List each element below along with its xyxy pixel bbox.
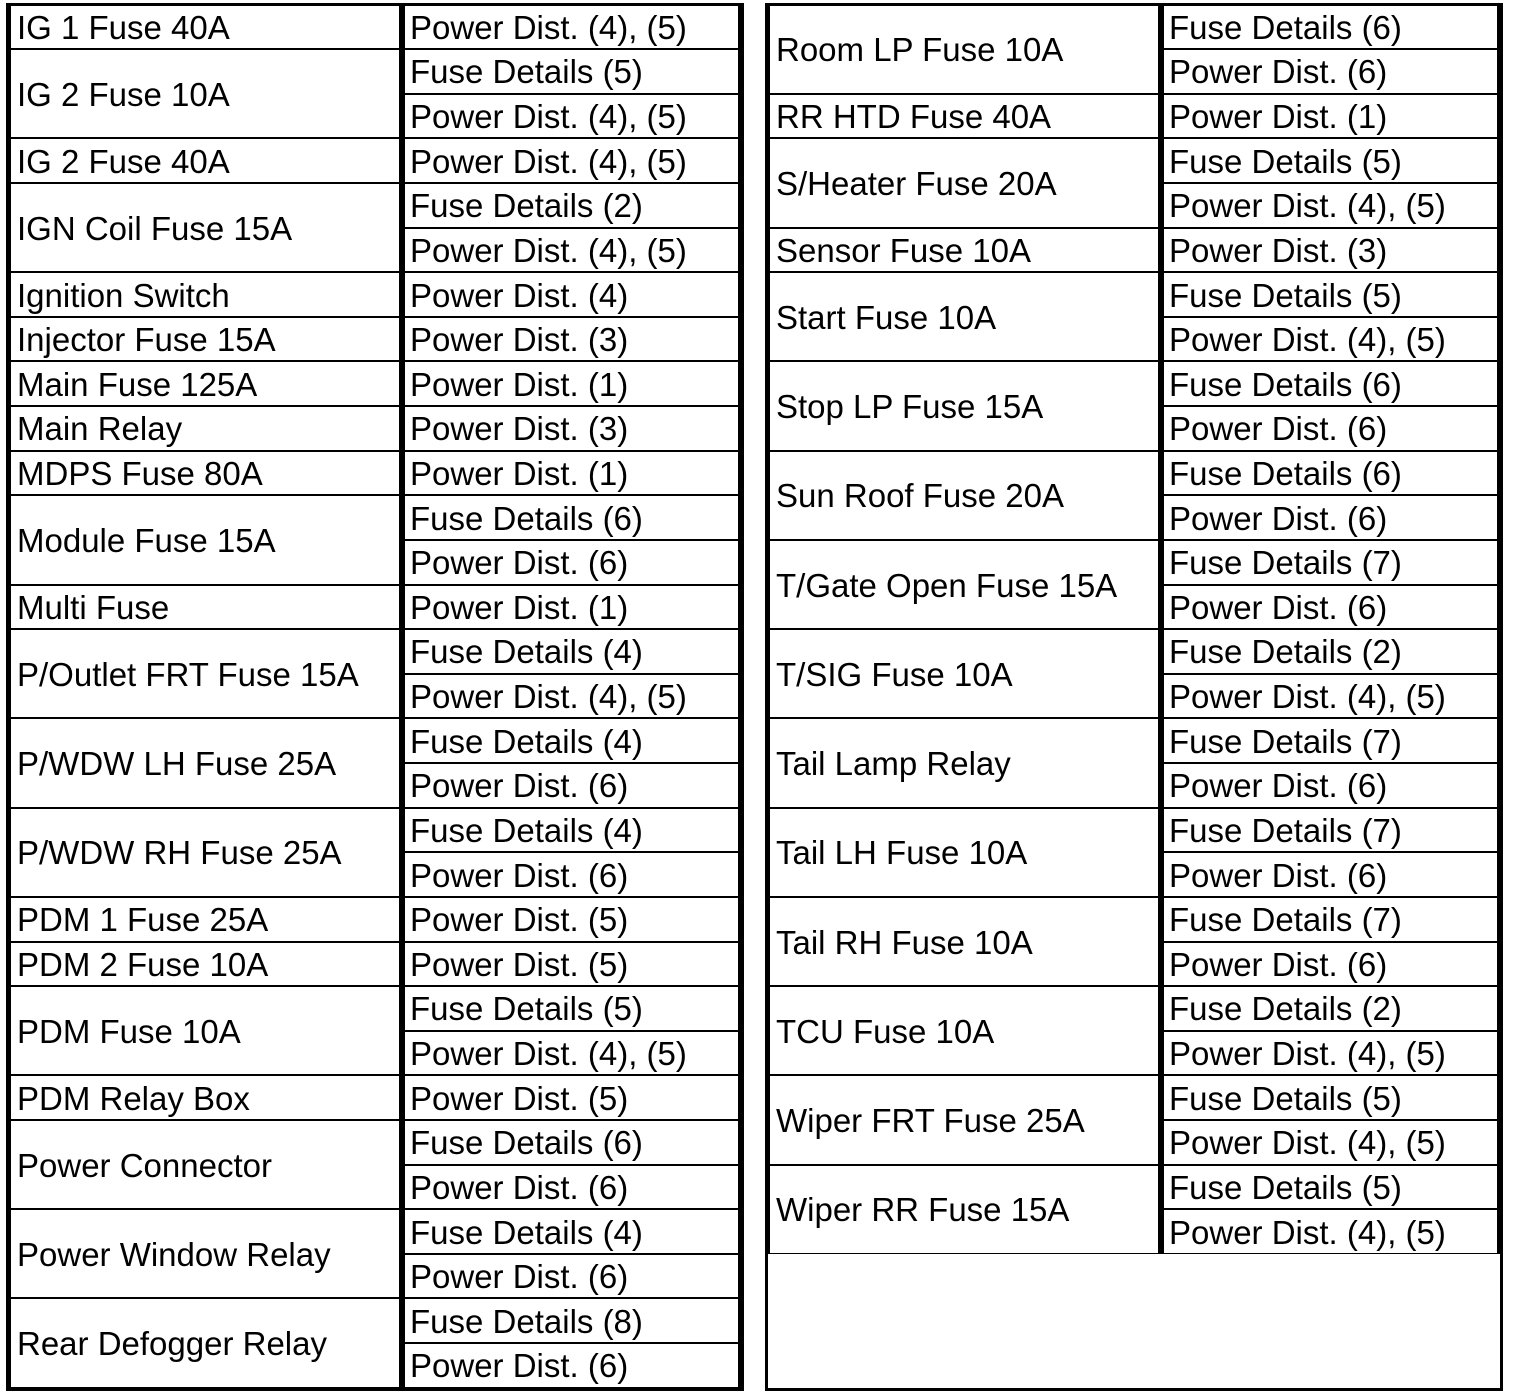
component-name-cell: Wiper FRT Fuse 25A (767, 1075, 1161, 1164)
reference-cell: Power Dist. (6) (1161, 49, 1500, 94)
reference-cell: Power Dist. (3) (402, 406, 741, 451)
reference-cell: Power Dist. (5) (402, 897, 741, 942)
component-name-cell: Power Window Relay (8, 1209, 402, 1298)
reference-cell: Power Dist. (4), (5) (1161, 317, 1500, 362)
reference-cell: Power Dist. (6) (402, 1343, 741, 1388)
reference-cell: Power Dist. (6) (1161, 852, 1500, 897)
reference-cell: Power Dist. (6) (402, 763, 741, 808)
component-name-cell: IGN Coil Fuse 15A (8, 183, 402, 272)
reference-cell: Fuse Details (4) (402, 808, 741, 853)
component-name-cell: Tail Lamp Relay (767, 718, 1161, 807)
reference-cell: Fuse Details (6) (402, 1120, 741, 1165)
reference-cell: Fuse Details (5) (1161, 272, 1500, 317)
reference-cell: Power Dist. (1) (1161, 94, 1500, 139)
reference-cell: Power Dist. (5) (402, 1075, 741, 1120)
reference-cell: Power Dist. (4), (5) (402, 228, 741, 273)
reference-cell: Fuse Details (5) (1161, 1075, 1500, 1120)
reference-cell: Power Dist. (6) (402, 852, 741, 897)
reference-cell: Power Dist. (6) (402, 1254, 741, 1299)
component-name-cell: Main Relay (8, 406, 402, 451)
reference-cell: Fuse Details (6) (1161, 361, 1500, 406)
component-name-cell: Power Connector (8, 1120, 402, 1209)
reference-cell: Power Dist. (4), (5) (1161, 674, 1500, 719)
component-name-cell: T/SIG Fuse 10A (767, 629, 1161, 718)
reference-cell: Power Dist. (4), (5) (1161, 1209, 1500, 1254)
reference-cell: Power Dist. (6) (1161, 495, 1500, 540)
component-name-cell: Sensor Fuse 10A (767, 228, 1161, 273)
reference-cell: Power Dist. (3) (402, 317, 741, 362)
reference-cell: Power Dist. (6) (402, 1165, 741, 1210)
reference-cell: Power Dist. (6) (1161, 406, 1500, 451)
component-name-cell: T/Gate Open Fuse 15A (767, 540, 1161, 629)
reference-cell: Power Dist. (1) (402, 451, 741, 496)
reference-cell: Fuse Details (5) (1161, 1165, 1500, 1210)
component-name-cell: P/WDW RH Fuse 25A (8, 808, 402, 897)
component-name-cell: Injector Fuse 15A (8, 317, 402, 362)
reference-cell: Power Dist. (4), (5) (402, 94, 741, 139)
component-name-cell: Module Fuse 15A (8, 495, 402, 584)
component-name-cell: P/Outlet FRT Fuse 15A (8, 629, 402, 718)
component-name-cell: TCU Fuse 10A (767, 986, 1161, 1075)
reference-cell: Fuse Details (6) (1161, 451, 1500, 496)
reference-cell: Power Dist. (4), (5) (1161, 1031, 1500, 1076)
reference-cell: Power Dist. (6) (402, 540, 741, 585)
component-name-cell: IG 2 Fuse 40A (8, 138, 402, 183)
reference-cell: Fuse Details (7) (1161, 540, 1500, 585)
component-name-cell: Wiper RR Fuse 15A (767, 1165, 1161, 1254)
reference-cell: Fuse Details (6) (402, 495, 741, 540)
component-name-cell: MDPS Fuse 80A (8, 451, 402, 496)
reference-cell: Power Dist. (4), (5) (402, 5, 741, 50)
reference-cell: Power Dist. (4), (5) (402, 1031, 741, 1076)
component-name-cell: PDM Fuse 10A (8, 986, 402, 1075)
reference-cell: Power Dist. (4) (402, 272, 741, 317)
reference-cell: Fuse Details (6) (1161, 5, 1500, 50)
component-name-cell: Tail RH Fuse 10A (767, 897, 1161, 986)
reference-cell: Fuse Details (8) (402, 1298, 741, 1343)
reference-cell: Power Dist. (1) (402, 361, 741, 406)
reference-cell: Fuse Details (5) (402, 986, 741, 1031)
component-name-cell: IG 2 Fuse 10A (8, 49, 402, 138)
reference-cell: Power Dist. (6) (1161, 942, 1500, 987)
reference-cell: Fuse Details (7) (1161, 718, 1500, 763)
reference-cell: Power Dist. (4), (5) (402, 138, 741, 183)
component-name-cell: S/Heater Fuse 20A (767, 138, 1161, 227)
component-name-cell: PDM 2 Fuse 10A (8, 942, 402, 987)
reference-cell: Power Dist. (3) (1161, 228, 1500, 273)
reference-cell: Power Dist. (6) (1161, 763, 1500, 808)
reference-cell: Power Dist. (6) (1161, 585, 1500, 630)
reference-cell: Fuse Details (2) (1161, 986, 1500, 1031)
component-name-cell: PDM Relay Box (8, 1075, 402, 1120)
reference-cell: Fuse Details (5) (1161, 138, 1500, 183)
reference-cell: Fuse Details (7) (1161, 808, 1500, 853)
reference-cell: Fuse Details (5) (402, 49, 741, 94)
component-name-cell: Rear Defogger Relay (8, 1298, 402, 1387)
reference-cell: Fuse Details (4) (402, 718, 741, 763)
component-name-cell: Ignition Switch (8, 272, 402, 317)
reference-cell: Fuse Details (2) (402, 183, 741, 228)
component-name-cell: Stop LP Fuse 15A (767, 361, 1161, 450)
component-name-cell: Room LP Fuse 10A (767, 5, 1161, 94)
component-name-cell: Main Fuse 125A (8, 361, 402, 406)
reference-cell: Power Dist. (4), (5) (1161, 183, 1500, 228)
component-name-cell: Sun Roof Fuse 20A (767, 451, 1161, 540)
reference-cell: Power Dist. (4), (5) (402, 674, 741, 719)
component-name-cell: PDM 1 Fuse 25A (8, 897, 402, 942)
component-name-cell: Multi Fuse (8, 585, 402, 630)
reference-cell: Fuse Details (2) (1161, 629, 1500, 674)
component-name-cell: Tail LH Fuse 10A (767, 808, 1161, 897)
component-name-cell: RR HTD Fuse 40A (767, 94, 1161, 139)
reference-cell: Fuse Details (4) (402, 1209, 741, 1254)
component-name-cell: P/WDW LH Fuse 25A (8, 718, 402, 807)
component-name-cell: Start Fuse 10A (767, 272, 1161, 361)
reference-cell: Power Dist. (5) (402, 942, 741, 987)
reference-cell: Power Dist. (1) (402, 585, 741, 630)
reference-cell: Fuse Details (4) (402, 629, 741, 674)
reference-cell: Power Dist. (4), (5) (1161, 1120, 1500, 1165)
reference-cell: Fuse Details (7) (1161, 897, 1500, 942)
component-name-cell: IG 1 Fuse 40A (8, 5, 402, 50)
